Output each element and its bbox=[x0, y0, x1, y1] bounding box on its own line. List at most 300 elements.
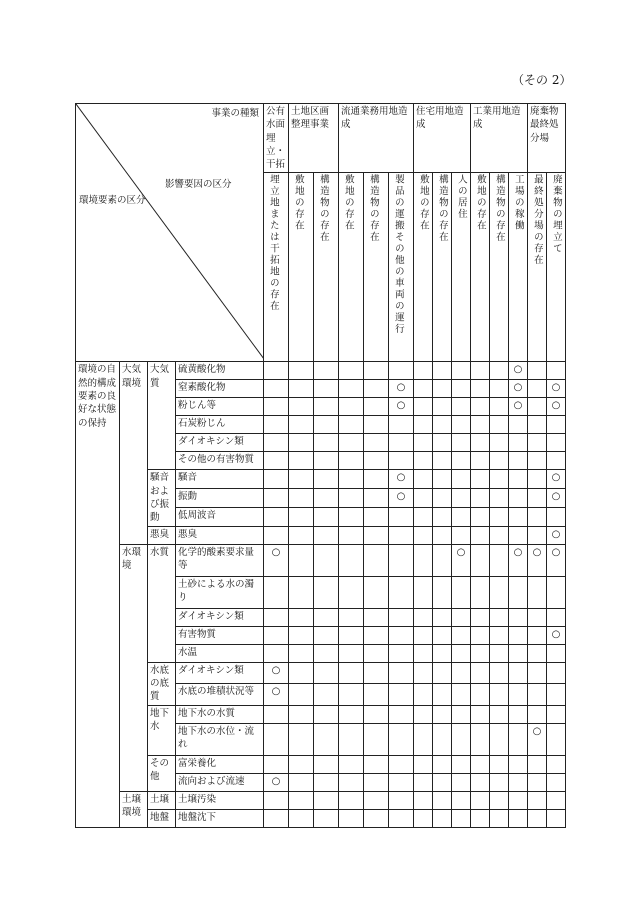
empty-cell bbox=[471, 791, 490, 809]
empty-cell bbox=[414, 434, 433, 452]
project-type-header: 住宅用地造成 bbox=[414, 104, 471, 173]
empty-cell bbox=[433, 684, 452, 705]
empty-cell bbox=[289, 489, 314, 508]
empty-cell bbox=[509, 452, 528, 470]
element-item-cell: 水底の堆積状況等 bbox=[176, 684, 264, 705]
empty-cell bbox=[264, 644, 289, 662]
empty-cell bbox=[547, 608, 566, 626]
empty-cell bbox=[314, 470, 339, 489]
empty-cell bbox=[528, 452, 547, 470]
header-corner bbox=[76, 104, 264, 362]
empty-cell bbox=[339, 416, 364, 434]
empty-cell bbox=[314, 416, 339, 434]
empty-cell bbox=[528, 576, 547, 608]
empty-cell bbox=[471, 507, 490, 526]
empty-cell bbox=[528, 380, 547, 398]
empty-cell bbox=[364, 576, 389, 608]
empty-cell bbox=[414, 626, 433, 644]
project-type-header: 廃棄物最終処分場 bbox=[528, 104, 566, 173]
impact-factor-header bbox=[314, 173, 339, 362]
empty-cell bbox=[528, 489, 547, 508]
impact-mark-cell bbox=[509, 380, 528, 398]
impact-factor-label: 工場の稼働 bbox=[512, 174, 524, 232]
empty-cell bbox=[264, 576, 289, 608]
environmental-impact-matrix bbox=[75, 103, 566, 828]
table-row bbox=[76, 755, 566, 773]
impact-mark-cell bbox=[547, 470, 566, 489]
empty-cell bbox=[314, 434, 339, 452]
impact-factor-label: 廃棄物の埋立て bbox=[550, 174, 562, 255]
empty-cell bbox=[339, 608, 364, 626]
empty-cell bbox=[433, 608, 452, 626]
impact-factor-label: 人の居住 bbox=[455, 174, 467, 221]
empty-cell bbox=[452, 416, 471, 434]
empty-cell bbox=[289, 362, 314, 380]
empty-cell bbox=[433, 576, 452, 608]
empty-cell bbox=[509, 755, 528, 773]
empty-cell bbox=[289, 773, 314, 791]
empty-cell bbox=[414, 398, 433, 416]
empty-cell bbox=[471, 544, 490, 576]
circle-mark: ○ bbox=[532, 725, 542, 737]
empty-cell bbox=[528, 773, 547, 791]
empty-cell bbox=[452, 507, 471, 526]
empty-cell bbox=[264, 755, 289, 773]
empty-cell bbox=[314, 809, 339, 827]
empty-cell bbox=[490, 416, 509, 434]
empty-cell bbox=[264, 362, 289, 380]
empty-cell bbox=[264, 398, 289, 416]
empty-cell bbox=[452, 662, 471, 683]
empty-cell bbox=[433, 626, 452, 644]
corner-diagonal bbox=[76, 104, 264, 359]
empty-cell bbox=[289, 608, 314, 626]
empty-cell bbox=[314, 608, 339, 626]
impact-factor-header bbox=[289, 173, 314, 362]
circle-mark: ○ bbox=[551, 491, 561, 503]
empty-cell bbox=[314, 791, 339, 809]
empty-cell bbox=[339, 470, 364, 489]
empty-cell bbox=[433, 544, 452, 576]
empty-cell bbox=[490, 755, 509, 773]
empty-cell bbox=[339, 489, 364, 508]
empty-cell bbox=[471, 416, 490, 434]
empty-cell bbox=[364, 507, 389, 526]
empty-cell bbox=[264, 507, 289, 526]
empty-cell bbox=[389, 526, 414, 544]
empty-cell bbox=[264, 434, 289, 452]
empty-cell bbox=[452, 773, 471, 791]
empty-cell bbox=[452, 362, 471, 380]
empty-cell bbox=[452, 526, 471, 544]
empty-cell bbox=[414, 489, 433, 508]
element-item-cell: 石炭粉じん bbox=[176, 416, 264, 434]
empty-cell bbox=[414, 608, 433, 626]
impact-mark-cell bbox=[547, 544, 566, 576]
project-type-header: 流通業務用地造成 bbox=[339, 104, 414, 173]
impact-factor-label: 敷地の存在 bbox=[474, 174, 486, 232]
empty-cell bbox=[433, 416, 452, 434]
empty-cell bbox=[389, 755, 414, 773]
empty-cell bbox=[509, 723, 528, 755]
impact-factor-label: 構造物の存在 bbox=[317, 174, 329, 244]
subgroup-cell: その他 bbox=[148, 755, 176, 791]
empty-cell bbox=[490, 723, 509, 755]
empty-cell bbox=[547, 434, 566, 452]
empty-cell bbox=[414, 791, 433, 809]
element-item-cell: 水温 bbox=[176, 644, 264, 662]
empty-cell bbox=[452, 470, 471, 489]
empty-cell bbox=[490, 398, 509, 416]
empty-cell bbox=[547, 507, 566, 526]
subgroup-cell: 土壌 bbox=[148, 791, 176, 809]
impact-factor-header bbox=[414, 173, 433, 362]
empty-cell bbox=[314, 576, 339, 608]
empty-cell bbox=[490, 773, 509, 791]
medium-cell: 水環境 bbox=[120, 544, 148, 791]
empty-cell bbox=[339, 644, 364, 662]
empty-cell bbox=[389, 608, 414, 626]
empty-cell bbox=[490, 576, 509, 608]
element-item-cell: ダイオキシン類 bbox=[176, 608, 264, 626]
empty-cell bbox=[364, 755, 389, 773]
empty-cell bbox=[433, 755, 452, 773]
empty-cell bbox=[471, 773, 490, 791]
empty-cell bbox=[509, 809, 528, 827]
element-item-cell: 振動 bbox=[176, 489, 264, 508]
empty-cell bbox=[528, 644, 547, 662]
empty-cell bbox=[452, 644, 471, 662]
empty-cell bbox=[547, 723, 566, 755]
empty-cell bbox=[433, 362, 452, 380]
circle-mark: ○ bbox=[551, 472, 561, 484]
empty-cell bbox=[528, 362, 547, 380]
impact-mark-cell bbox=[389, 380, 414, 398]
empty-cell bbox=[264, 452, 289, 470]
empty-cell bbox=[490, 791, 509, 809]
element-item-cell: 土壌汚染 bbox=[176, 791, 264, 809]
element-item-cell: 地下水の水位・流れ bbox=[176, 723, 264, 755]
empty-cell bbox=[509, 662, 528, 683]
empty-cell bbox=[433, 489, 452, 508]
empty-cell bbox=[314, 362, 339, 380]
empty-cell bbox=[433, 644, 452, 662]
empty-cell bbox=[289, 434, 314, 452]
empty-cell bbox=[452, 576, 471, 608]
empty-cell bbox=[314, 662, 339, 683]
empty-cell bbox=[490, 452, 509, 470]
table-row bbox=[76, 662, 566, 683]
empty-cell bbox=[452, 452, 471, 470]
circle-mark: ○ bbox=[396, 400, 406, 412]
empty-cell bbox=[414, 684, 433, 705]
element-item-cell: 有害物質 bbox=[176, 626, 264, 644]
empty-cell bbox=[364, 791, 389, 809]
empty-cell bbox=[509, 526, 528, 544]
impact-factor-label: 敷地の存在 bbox=[342, 174, 354, 232]
empty-cell bbox=[364, 644, 389, 662]
element-item-cell: ダイオキシン類 bbox=[176, 434, 264, 452]
empty-cell bbox=[471, 644, 490, 662]
empty-cell bbox=[339, 773, 364, 791]
empty-cell bbox=[471, 470, 490, 489]
empty-cell bbox=[264, 470, 289, 489]
empty-cell bbox=[264, 705, 289, 723]
empty-cell bbox=[289, 644, 314, 662]
empty-cell bbox=[364, 608, 389, 626]
impact-factor-label: 構造物の存在 bbox=[436, 174, 448, 244]
empty-cell bbox=[364, 705, 389, 723]
project-type-header: 土地区画整理事業 bbox=[289, 104, 339, 173]
impact-factor-label: 埋立地または干拓地の存在 bbox=[267, 174, 279, 313]
impact-mark-cell bbox=[528, 723, 547, 755]
impact-mark-cell bbox=[547, 489, 566, 508]
empty-cell bbox=[490, 809, 509, 827]
empty-cell bbox=[364, 773, 389, 791]
empty-cell bbox=[289, 684, 314, 705]
subgroup-cell: 水質 bbox=[148, 544, 176, 662]
empty-cell bbox=[471, 452, 490, 470]
impact-mark-cell bbox=[509, 398, 528, 416]
page-label: （その 2） bbox=[512, 73, 572, 87]
empty-cell bbox=[471, 526, 490, 544]
empty-cell bbox=[547, 705, 566, 723]
impact-factor-label: 構造物の存在 bbox=[493, 174, 505, 244]
impact-mark-cell bbox=[264, 684, 289, 705]
medium-cell: 大気環境 bbox=[120, 362, 148, 544]
empty-cell bbox=[264, 626, 289, 644]
empty-cell bbox=[339, 362, 364, 380]
project-type-header: 公有水面埋立・干拓 bbox=[264, 104, 289, 173]
empty-cell bbox=[528, 705, 547, 723]
impact-mark-cell bbox=[389, 398, 414, 416]
empty-cell bbox=[339, 723, 364, 755]
empty-cell bbox=[289, 809, 314, 827]
empty-cell bbox=[509, 773, 528, 791]
impact-mark-cell bbox=[528, 544, 547, 576]
empty-cell bbox=[339, 452, 364, 470]
empty-cell bbox=[528, 755, 547, 773]
subgroup-cell: 大気質 bbox=[148, 362, 176, 470]
empty-cell bbox=[339, 705, 364, 723]
element-item-cell: 悪臭 bbox=[176, 526, 264, 544]
table-row bbox=[76, 526, 566, 544]
impact-factor-header bbox=[339, 173, 364, 362]
circle-mark: ○ bbox=[396, 472, 406, 484]
empty-cell bbox=[547, 809, 566, 827]
empty-cell bbox=[264, 380, 289, 398]
empty-cell bbox=[364, 470, 389, 489]
table-row bbox=[76, 809, 566, 827]
circle-mark: ○ bbox=[513, 546, 523, 558]
empty-cell bbox=[289, 452, 314, 470]
empty-cell bbox=[509, 791, 528, 809]
empty-cell bbox=[528, 791, 547, 809]
circle-mark: ○ bbox=[271, 775, 281, 787]
impact-mark-cell bbox=[547, 526, 566, 544]
impact-factor-header bbox=[433, 173, 452, 362]
empty-cell bbox=[490, 608, 509, 626]
header-row-projects bbox=[76, 104, 566, 173]
empty-cell bbox=[452, 608, 471, 626]
empty-cell bbox=[389, 773, 414, 791]
subgroup-cell: 水底の底質 bbox=[148, 662, 176, 705]
empty-cell bbox=[389, 791, 414, 809]
element-item-cell: ダイオキシン類 bbox=[176, 662, 264, 683]
empty-cell bbox=[452, 380, 471, 398]
empty-cell bbox=[490, 705, 509, 723]
empty-cell bbox=[490, 626, 509, 644]
empty-cell bbox=[414, 416, 433, 434]
empty-cell bbox=[339, 684, 364, 705]
empty-cell bbox=[389, 452, 414, 470]
empty-cell bbox=[528, 684, 547, 705]
empty-cell bbox=[490, 362, 509, 380]
empty-cell bbox=[414, 755, 433, 773]
empty-cell bbox=[547, 662, 566, 683]
circle-mark: ○ bbox=[396, 382, 406, 394]
element-item-cell: その他の有害物質 bbox=[176, 452, 264, 470]
element-item-cell: 流向および流速 bbox=[176, 773, 264, 791]
empty-cell bbox=[289, 398, 314, 416]
empty-cell bbox=[414, 362, 433, 380]
empty-cell bbox=[389, 809, 414, 827]
empty-cell bbox=[264, 608, 289, 626]
empty-cell bbox=[414, 809, 433, 827]
empty-cell bbox=[314, 544, 339, 576]
subgroup-cell: 悪臭 bbox=[148, 526, 176, 544]
empty-cell bbox=[264, 526, 289, 544]
empty-cell bbox=[314, 644, 339, 662]
empty-cell bbox=[314, 526, 339, 544]
empty-cell bbox=[364, 723, 389, 755]
subgroup-cell: 地下水 bbox=[148, 705, 176, 755]
empty-cell bbox=[364, 662, 389, 683]
empty-cell bbox=[509, 608, 528, 626]
empty-cell bbox=[289, 416, 314, 434]
impact-factor-label: 構造物の存在 bbox=[367, 174, 379, 244]
empty-cell bbox=[289, 662, 314, 683]
empty-cell bbox=[452, 434, 471, 452]
empty-cell bbox=[452, 489, 471, 508]
empty-cell bbox=[314, 489, 339, 508]
empty-cell bbox=[389, 684, 414, 705]
empty-cell bbox=[414, 773, 433, 791]
impact-mark-cell bbox=[389, 470, 414, 489]
empty-cell bbox=[471, 684, 490, 705]
empty-cell bbox=[364, 398, 389, 416]
empty-cell bbox=[433, 434, 452, 452]
empty-cell bbox=[452, 705, 471, 723]
empty-cell bbox=[471, 398, 490, 416]
empty-cell bbox=[289, 576, 314, 608]
empty-cell bbox=[364, 452, 389, 470]
empty-cell bbox=[528, 507, 547, 526]
impact-factor-label: 最終処分場の存在 bbox=[531, 174, 543, 267]
impact-mark-cell bbox=[547, 398, 566, 416]
empty-cell bbox=[528, 626, 547, 644]
empty-cell bbox=[509, 626, 528, 644]
empty-cell bbox=[452, 809, 471, 827]
empty-cell bbox=[314, 507, 339, 526]
element-item-cell: 化学的酸素要求量等 bbox=[176, 544, 264, 576]
circle-mark: ○ bbox=[551, 628, 561, 640]
empty-cell bbox=[389, 576, 414, 608]
empty-cell bbox=[339, 791, 364, 809]
empty-cell bbox=[490, 644, 509, 662]
impact-mark-cell bbox=[264, 773, 289, 791]
impact-mark-cell bbox=[509, 544, 528, 576]
empty-cell bbox=[471, 626, 490, 644]
element-item-cell: 硫黄酸化物 bbox=[176, 362, 264, 380]
empty-cell bbox=[452, 755, 471, 773]
empty-cell bbox=[289, 723, 314, 755]
element-item-cell: 地下水の水質 bbox=[176, 705, 264, 723]
empty-cell bbox=[289, 626, 314, 644]
empty-cell bbox=[364, 489, 389, 508]
circle-mark: ○ bbox=[551, 546, 561, 558]
empty-cell bbox=[314, 684, 339, 705]
empty-cell bbox=[414, 452, 433, 470]
empty-cell bbox=[547, 452, 566, 470]
empty-cell bbox=[289, 705, 314, 723]
empty-cell bbox=[509, 489, 528, 508]
circle-mark: ○ bbox=[513, 364, 523, 376]
empty-cell bbox=[339, 526, 364, 544]
empty-cell bbox=[389, 626, 414, 644]
empty-cell bbox=[433, 470, 452, 489]
empty-cell bbox=[433, 452, 452, 470]
impact-mark-cell bbox=[547, 380, 566, 398]
impact-factor-header bbox=[264, 173, 289, 362]
table-row bbox=[76, 362, 566, 380]
table-row bbox=[76, 705, 566, 723]
empty-cell bbox=[528, 398, 547, 416]
empty-cell bbox=[389, 544, 414, 576]
empty-cell bbox=[289, 470, 314, 489]
circle-mark: ○ bbox=[456, 546, 466, 558]
empty-cell bbox=[509, 434, 528, 452]
empty-cell bbox=[547, 644, 566, 662]
empty-cell bbox=[339, 398, 364, 416]
empty-cell bbox=[339, 380, 364, 398]
empty-cell bbox=[389, 416, 414, 434]
empty-cell bbox=[289, 526, 314, 544]
empty-cell bbox=[433, 398, 452, 416]
impact-factor-label: 敷地の存在 bbox=[292, 174, 304, 232]
table-row bbox=[76, 544, 566, 576]
empty-cell bbox=[509, 576, 528, 608]
project-type-heading: 事業の種類 bbox=[211, 108, 259, 119]
element-item-cell: 粉じん等 bbox=[176, 398, 264, 416]
empty-cell bbox=[528, 809, 547, 827]
empty-cell bbox=[509, 705, 528, 723]
empty-cell bbox=[339, 755, 364, 773]
circle-mark: ○ bbox=[513, 400, 523, 412]
empty-cell bbox=[314, 755, 339, 773]
empty-cell bbox=[490, 684, 509, 705]
empty-cell bbox=[433, 773, 452, 791]
empty-cell bbox=[490, 544, 509, 576]
empty-cell bbox=[389, 644, 414, 662]
empty-cell bbox=[490, 489, 509, 508]
empty-cell bbox=[471, 489, 490, 508]
empty-cell bbox=[289, 507, 314, 526]
empty-cell bbox=[314, 626, 339, 644]
empty-cell bbox=[490, 434, 509, 452]
empty-cell bbox=[433, 791, 452, 809]
element-class-heading: 環境要素の区分 bbox=[79, 195, 146, 206]
